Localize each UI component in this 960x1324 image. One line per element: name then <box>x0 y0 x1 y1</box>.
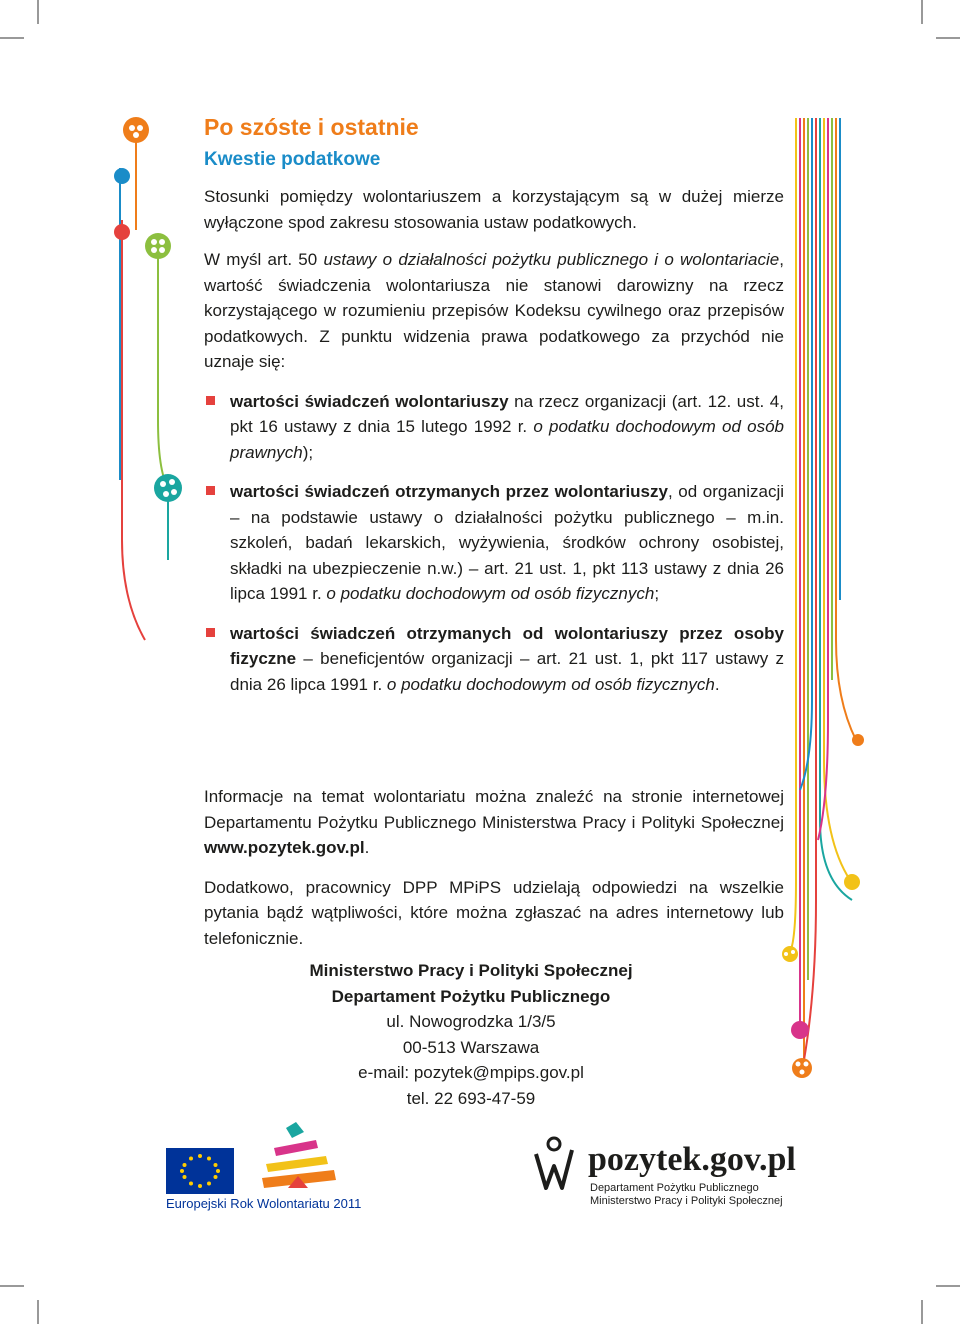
info-paragraph-2: Dodatkowo, pracownicy DPP MPiPS udzielają odpowiedzi na wszelkie pytania bądź wątpliwości, które można zgłaszać na adres internetowy lub telefonicznie. <box>204 877 784 948</box>
bullet-square-icon <box>206 486 215 495</box>
page-title: Po szóste i ostatnie <box>204 114 419 140</box>
bullet-italic: o podatku dochodowym od osób prawnych <box>230 417 784 462</box>
intro-paragraph-1: Stosunki pomiędzy wolontariuszem a korzystającym są w dużej mierze wyłączone spod zakresu stosowania ustaw podatkowych. <box>204 187 784 232</box>
list-item <box>204 479 784 607</box>
bullet-text: – beneficjentów organizacji – art. 21 ust. 1, pkt 117 ustawy z dnia 26 lipca 1991 r. <box>230 649 784 694</box>
main-content <box>204 112 784 711</box>
eyv-caption: Europejski Rok Wolontariatu 2011 <box>166 1196 362 1211</box>
tax-exemptions-list <box>204 389 784 698</box>
contact-address <box>204 958 738 1111</box>
intro-p2-italic: ustawy o działalności pożytku publicznego i o wolontariacie <box>323 250 780 269</box>
info-p1-text: Informacje na temat wolontariatu można znaleźć na stronie internetowej Departamentu Pożytku Publicznego Ministerstwa Pracy i Polityki Społecznej <box>204 787 784 832</box>
bullet-tail: ; <box>654 584 660 603</box>
info-section <box>204 784 784 965</box>
bullet-bold: wartości świadczeń wolontariuszy <box>230 391 509 411</box>
person-figure-icon <box>530 1136 580 1206</box>
department-name: Departament Pożytku Publicznego <box>331 986 611 1006</box>
website-link[interactable]: www.pozytek.gov.pl <box>204 838 365 857</box>
street-address: ul. Nowogrodzka 1/3/5 <box>386 1012 556 1031</box>
teal-dots-icon <box>154 474 182 502</box>
email-address[interactable]: e-mail: pozytek@mpips.gov.pl <box>358 1063 584 1082</box>
postal-city: 00-513 Warszawa <box>402 1037 540 1057</box>
list-item <box>204 621 784 698</box>
bullet-tail: . <box>714 674 720 694</box>
info-p1-tail: . <box>364 838 370 857</box>
bullet-bold: wartości świadczeń otrzymanych od wolontariuszy przez osoby fizyczne <box>230 623 784 668</box>
bullet-italic: o podatku dochodowym od osób fizycznych <box>386 674 715 694</box>
bullet-square-icon <box>206 628 215 637</box>
list-item <box>204 389 784 466</box>
green-dots-icon <box>145 233 171 259</box>
bullet-text: , od organizacji – na podstawie ustawy o działalności pożytku publicznego – m.in. szkoleń, badań lekarskich, wyżywienia, środków ochrony osobistej, składki na ubezpieczenie n.w.) – art. 21 ust. 1, pkt 113 ustawy z dnia 26 lipca 1991 r. <box>230 482 785 603</box>
bullet-tail: ); <box>302 442 314 462</box>
info-paragraph-1 <box>204 784 784 861</box>
bullet-italic: o podatku dochodowym od osób fizycznych <box>326 584 655 603</box>
intro-p2-text-b: , wartość świadczenia wolontariusza nie stanowi darowizny na rzecz korzystającego w rozumieniu przepisów Kodeksu cywilnego oraz przepisów podatkowych. Z punktu widzenia prawa podatkowego za przychód nie uznaje się: <box>204 250 784 371</box>
ministry-name: Ministerstwo Pracy i Polityki Społecznej <box>309 961 633 980</box>
intro-paragraph-2 <box>204 247 784 375</box>
brand-name: pozytek.gov.pl <box>588 1141 796 1178</box>
brand-line-1: Departament Pożytku Publicznego <box>590 1182 759 1194</box>
intro-p2-text-a: W myśl art. 50 <box>204 250 324 269</box>
brand-line-2: Ministerstwo Pracy i Polityki Społecznej <box>590 1195 783 1207</box>
bullet-bold: wartości świadczeń otrzymanych przez wolontariuszy <box>230 482 668 501</box>
phone-number: tel. 22 693-47-59 <box>406 1088 536 1108</box>
orange-dots-icon <box>123 117 149 143</box>
pozytek-gov-logo <box>530 1136 800 1216</box>
european-year-volunteering-logo <box>166 1118 376 1214</box>
section-subtitle: Kwestie podatkowe <box>204 149 381 170</box>
bullet-text: na rzecz organizacji (art. 12. ust. 4, pkt 16 ustawy z dnia 15 lutego 1992 r. <box>230 391 784 436</box>
bullet-square-icon <box>206 396 215 405</box>
